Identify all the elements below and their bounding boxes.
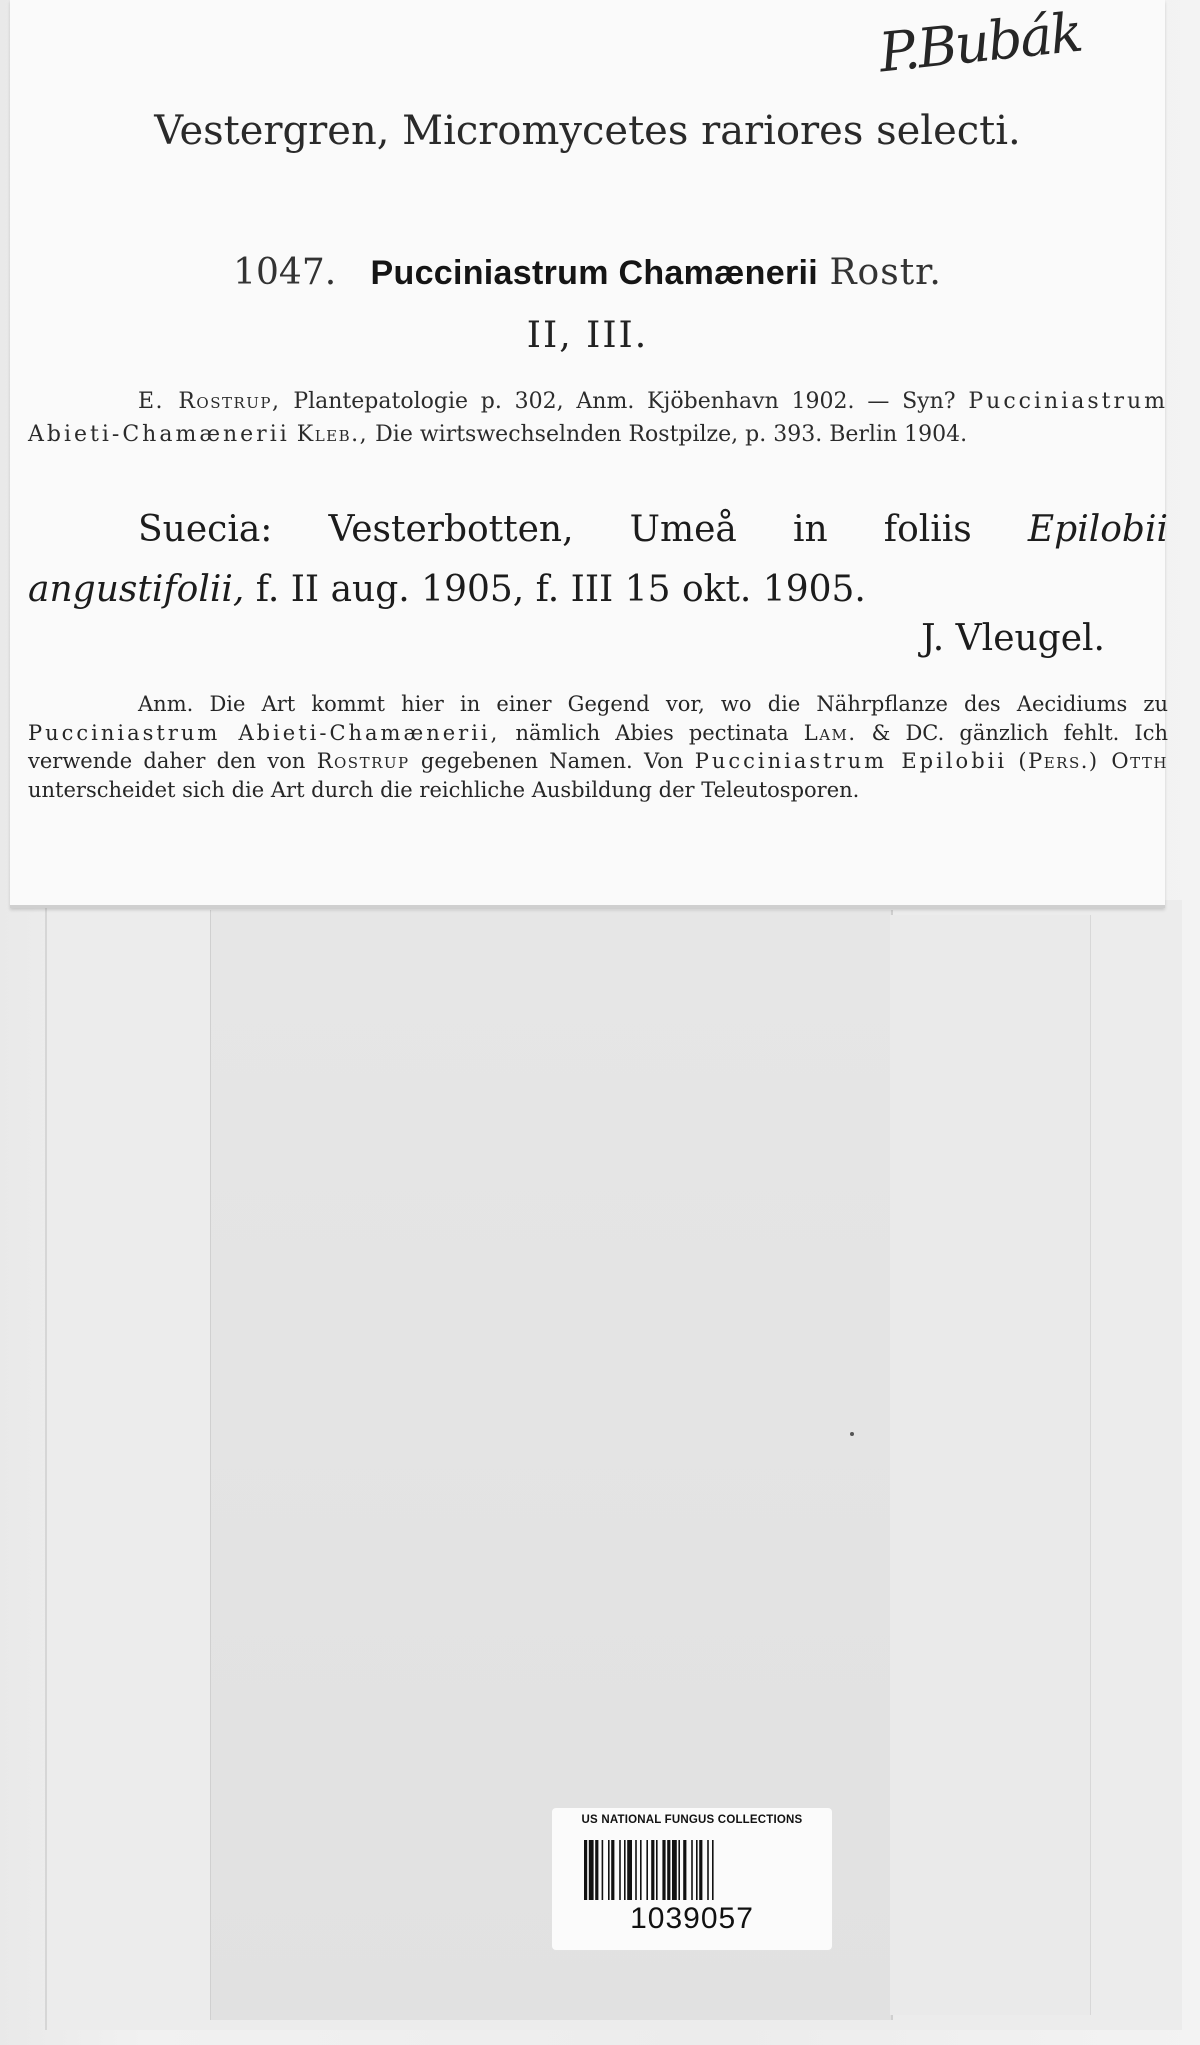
literature-reference [28, 385, 1168, 451]
reference-text-2: Die wirtswechselnden Rostpilze, p. 393. Berlin 1904. [375, 422, 968, 447]
collection-dates: f. II aug. 1905, f. III 15 okt. 1905. [255, 569, 866, 610]
reference-text: Plantepatologie p. 302, Anm. Kjöbenhavn 1902. — Syn? [293, 389, 956, 414]
synonym-name: Pucciniastrum Abieti-Chamænerii [28, 389, 1169, 447]
note-text-4: gegebenen Namen. Von [420, 749, 684, 773]
printed-label [10, 0, 1169, 908]
locality [28, 500, 1168, 620]
note-genus-1: Pucciniastrum Abieti-Chamænerii, [28, 720, 501, 745]
barcode-sticker [552, 1808, 832, 1950]
packet-side [890, 915, 1091, 2015]
species-name: Pucciniastrum Chamænerii [370, 254, 818, 292]
note-author-1: Lam. [803, 720, 857, 745]
handwritten-signature: P.Bubák [876, 0, 1084, 85]
barcode-icon [582, 1840, 802, 1900]
collection-name: US NATIONAL FUNGUS COLLECTIONS [581, 1814, 803, 1826]
synonym-author: Kleb., [296, 422, 369, 447]
species-author: Rostr. [829, 252, 942, 293]
note-text-3: & DC. gänzlich fehlt. Ich verwende daher den von [28, 720, 1168, 773]
series-title: Vestergren, Micromycetes rariores selecti. [154, 108, 1021, 154]
note-text-1: Die Art kommt hier in einer Gegend vor, wo die Nährpflanze des Aecidiums zu [209, 692, 1168, 716]
paper-speck [850, 1432, 854, 1436]
annotation-note [28, 690, 1168, 804]
spore-stages: II, III. [526, 315, 649, 356]
locality-text: Suecia: Vesterbotten, Umeå in foliis [138, 509, 972, 550]
note-genus-2: Pucciniastrum Epilobii [694, 749, 1008, 773]
host-plant: Epilobii angustifolii, [28, 509, 1168, 610]
note-text-2: nämlich Abies pectinata [515, 720, 789, 745]
species-heading [10, 252, 1165, 293]
specimen-number: 1047. [233, 252, 337, 293]
note-author-3: (Pers.) Otth [1018, 749, 1168, 773]
reference-author: E. Rostrup, [138, 389, 281, 414]
barcode-number: 1039057 [630, 1902, 754, 1935]
note-anm: Anm. [138, 692, 194, 716]
note-text-5: unterscheidet sich die Art durch die reichliche Ausbildung der Teleutosporen. [28, 777, 860, 802]
collector-name: J. Vleugel. [921, 618, 1105, 659]
note-author-2: Rostrup [316, 749, 410, 773]
